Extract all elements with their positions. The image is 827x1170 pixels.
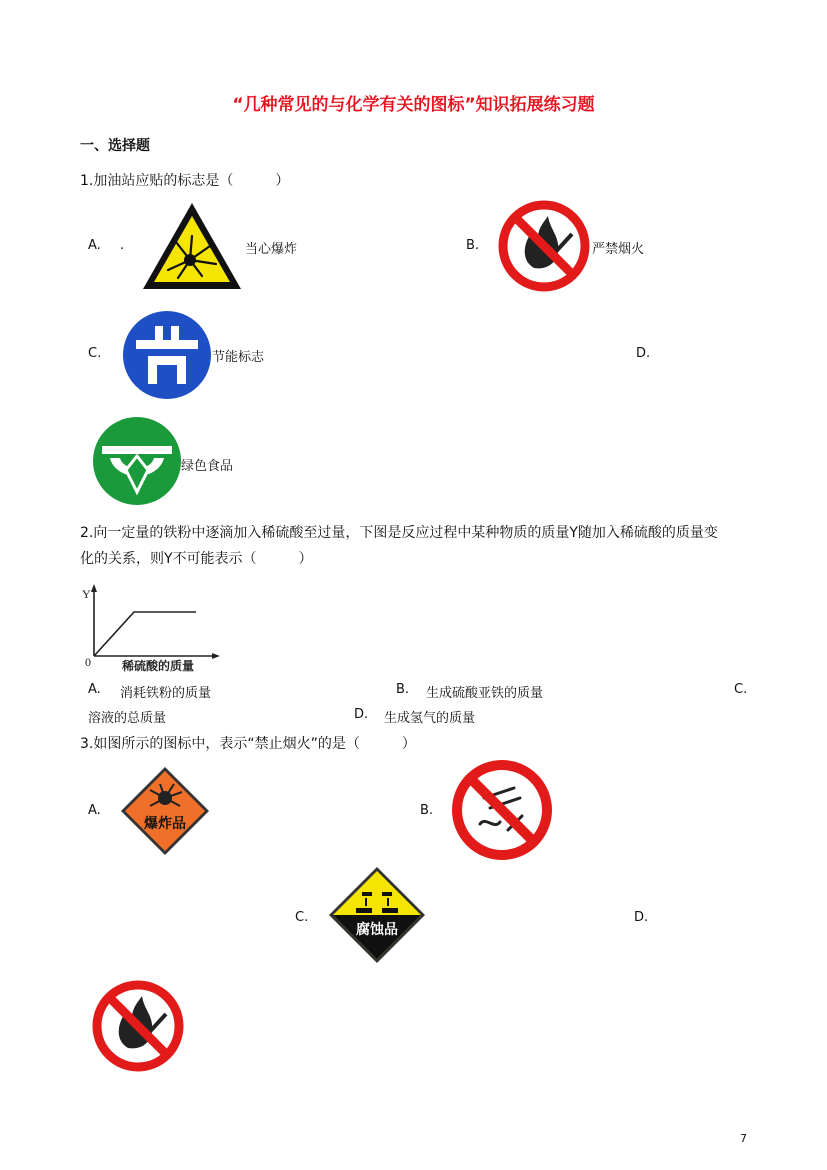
- q2-option-a-letter: A.: [88, 682, 101, 697]
- no-fire-icon: [496, 198, 592, 294]
- q2-option-b-letter: B.: [396, 682, 410, 697]
- mass-graph: [80, 582, 222, 676]
- q3-stem: 3.如图所示的图标中，表示“禁止烟火”的是（ ）: [80, 736, 416, 752]
- q3-option-b-letter: B.: [420, 803, 434, 818]
- page-title: “几种常见的与化学有关的图标”知识拓展练习题: [232, 95, 595, 115]
- q1-option-b-text: 严禁烟火: [592, 242, 645, 257]
- q2-option-c-letter: C.: [734, 682, 748, 697]
- graph-y-arrow: [91, 584, 97, 592]
- explosion-warning-icon: [140, 200, 244, 292]
- q3-option-c-letter: C.: [295, 910, 309, 925]
- q1-option-d-text: 绿色食品: [181, 459, 234, 474]
- energy-saving-icon: [122, 310, 212, 400]
- q1-option-d-letter: D.: [636, 346, 651, 361]
- corrosive-sign-icon: [328, 866, 426, 964]
- no-smoking-icon: [450, 758, 554, 862]
- explosive-sign-icon: [120, 766, 210, 856]
- graph-origin-label: 0: [85, 655, 91, 669]
- q3-option-a-letter: A.: [88, 803, 101, 818]
- q1-option-a-letter: A.: [88, 238, 101, 253]
- q1-option-b-letter: B.: [466, 238, 480, 253]
- q2-option-b-text: 生成硫酸亚铁的质量: [426, 686, 544, 701]
- corrosive-sign-label: 腐蚀品: [356, 922, 398, 938]
- section-heading: 一、选择题: [80, 138, 150, 154]
- q2-option-a-text: 消耗铁粉的质量: [120, 686, 212, 701]
- q2-option-d-letter: D.: [354, 707, 369, 722]
- q2-stem-line1: 2.向一定量的铁粉中逐滴加入稀硫酸至过量，下图是反应过程中某种物质的质量Y随加入稀硫酸的质量变: [80, 525, 718, 541]
- q2-stem-line2: 化的关系，则Y不可能表示（ ）: [80, 551, 313, 567]
- page-number: 7: [740, 1132, 747, 1145]
- q1-option-c-text: 节能标志: [212, 350, 265, 365]
- graph-x-label: 稀硫酸的质量: [122, 659, 195, 673]
- no-fire-icon-2: [90, 978, 186, 1074]
- explosive-sign-label: 爆炸品: [144, 816, 186, 832]
- q3-option-d-letter: D.: [634, 910, 649, 925]
- q2-option-d-text: 生成氢气的质量: [384, 711, 476, 726]
- q1-option-a-text: 当心爆炸: [245, 242, 298, 257]
- green-food-icon: [92, 416, 182, 506]
- q1-stem: 1.加油站应贴的标志是（ ）: [80, 173, 290, 189]
- graph-curve: [94, 612, 196, 656]
- graph-y-label: Y: [82, 587, 91, 601]
- q1-option-a-dot: .: [120, 238, 125, 253]
- q1-option-c-letter: C.: [88, 346, 102, 361]
- q2-option-c-text: 溶液的总质量: [88, 711, 167, 726]
- graph-x-arrow: [212, 653, 220, 659]
